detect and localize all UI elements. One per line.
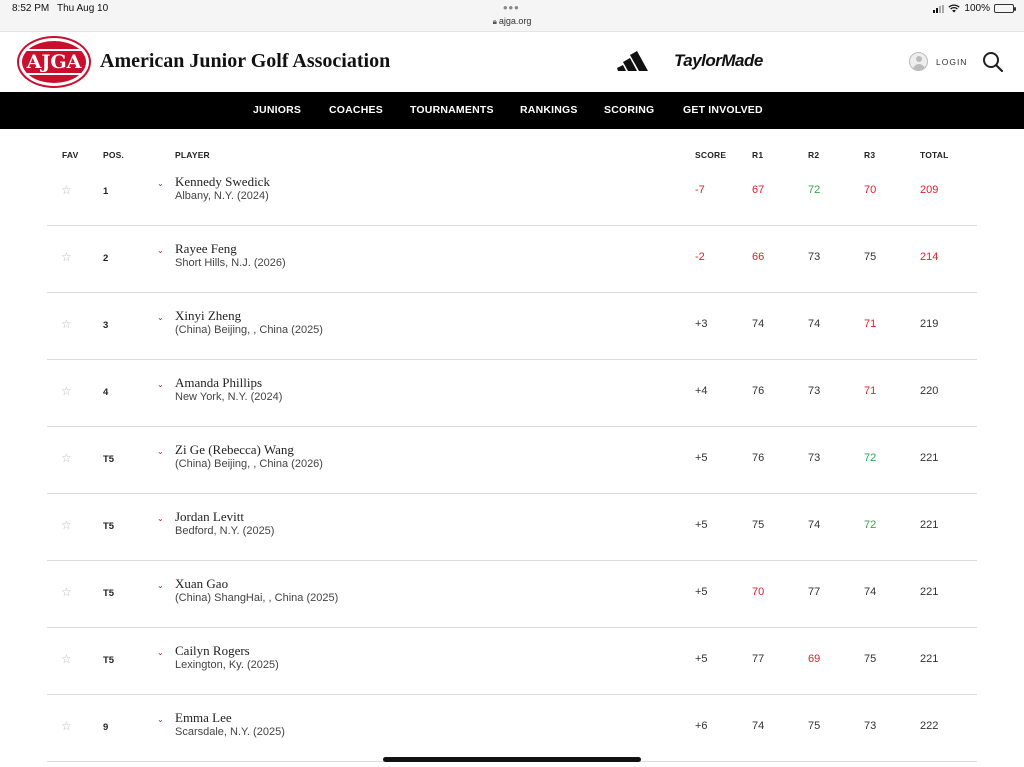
expand-chevron-icon[interactable]: ⌄ [157, 313, 164, 322]
favorite-star-icon[interactable]: ☆ [61, 451, 72, 465]
table-row[interactable] [47, 628, 977, 695]
cell-total: 222 [920, 720, 939, 732]
col-header-total[interactable]: TOTAL [920, 150, 949, 160]
favorite-star-icon[interactable]: ☆ [61, 719, 72, 733]
table-row[interactable] [47, 293, 977, 360]
nav-juniors[interactable]: JUNIORS [253, 104, 302, 116]
expand-chevron-icon[interactable]: ⌄ [157, 246, 164, 255]
cell-r3: 75 [864, 653, 877, 665]
cell-r3: 73 [864, 720, 877, 732]
logo-text: AJGA [26, 51, 82, 73]
player-position: T5 [103, 655, 115, 666]
cell-total: 214 [920, 251, 939, 263]
player-position: T5 [103, 454, 115, 465]
expand-chevron-icon[interactable]: ⌄ [157, 648, 164, 657]
player-name[interactable]: Cailyn Rogers [175, 643, 250, 658]
favorite-star-icon[interactable]: ☆ [61, 250, 72, 264]
player-location: Lexington, Ky. (2025) [175, 659, 279, 671]
cell-score: -7 [695, 184, 705, 196]
favorite-star-icon[interactable]: ☆ [61, 518, 72, 532]
cell-r3: 71 [864, 318, 877, 330]
cell-score: +5 [695, 519, 708, 531]
player-name[interactable]: Jordan Levitt [175, 509, 244, 524]
cell-r1: 76 [752, 385, 765, 397]
player-position: 9 [103, 722, 109, 733]
main-nav [0, 92, 1024, 129]
player-location: Scarsdale, N.Y. (2025) [175, 726, 285, 738]
site-header [0, 32, 1024, 92]
cell-r2: 72 [808, 184, 821, 196]
expand-chevron-icon[interactable]: ⌄ [157, 179, 164, 188]
nav-rankings[interactable]: RANKINGS [520, 104, 578, 116]
favorite-star-icon[interactable]: ☆ [61, 585, 72, 599]
favorite-star-icon[interactable]: ☆ [61, 384, 72, 398]
player-position: T5 [103, 588, 115, 599]
cell-total: 219 [920, 318, 939, 330]
cell-r1: 67 [752, 184, 765, 196]
expand-chevron-icon[interactable]: ⌄ [157, 447, 164, 456]
favorite-star-icon[interactable]: ☆ [61, 652, 72, 666]
player-name[interactable]: Kennedy Swedick [175, 174, 270, 189]
cell-r3: 72 [864, 452, 877, 464]
player-name[interactable]: Amanda Phillips [175, 375, 263, 390]
cell-r3: 74 [864, 586, 877, 598]
expand-chevron-icon[interactable]: ⌄ [157, 715, 164, 724]
status-date: Thu Aug 10 [57, 3, 109, 14]
cell-r3: 70 [864, 184, 877, 196]
favorite-star-icon[interactable]: ☆ [61, 317, 72, 331]
cell-score: +3 [695, 318, 708, 330]
col-header-r3[interactable]: R3 [864, 150, 876, 160]
cell-r1: 76 [752, 452, 765, 464]
col-header-r1[interactable]: R1 [752, 150, 764, 160]
address-bar[interactable] [0, 16, 1024, 27]
battery-percent: 100% [964, 3, 990, 14]
cell-total: 220 [920, 385, 939, 397]
cell-score: +5 [695, 452, 708, 464]
cell-r2: 69 [808, 653, 821, 665]
cell-r2: 73 [808, 385, 821, 397]
battery-icon [994, 4, 1014, 13]
col-header-r2[interactable]: R2 [808, 150, 820, 160]
player-position: T5 [103, 521, 115, 532]
cell-r2: 74 [808, 519, 821, 531]
table-row[interactable] [47, 561, 977, 628]
cellular-signal-icon [933, 5, 944, 13]
user-avatar-icon[interactable] [909, 52, 928, 71]
player-location: (China) ShangHai, , China (2025) [175, 592, 339, 604]
cell-r1: 75 [752, 519, 765, 531]
player-position: 3 [103, 320, 109, 331]
url-text: ajga.org [498, 16, 532, 26]
player-location: New York, N.Y. (2024) [175, 391, 283, 403]
cell-r3: 71 [864, 385, 877, 397]
table-row[interactable] [47, 494, 977, 561]
col-header-player[interactable]: PLAYER [175, 150, 210, 160]
cell-total: 209 [920, 184, 939, 196]
col-header-fav: FAV [62, 150, 79, 160]
player-location: Albany, N.Y. (2024) [175, 190, 269, 202]
status-bar [0, 0, 1024, 32]
player-position: 1 [103, 186, 109, 197]
player-name[interactable]: Rayee Feng [175, 241, 237, 256]
status-time: 8:52 PM [12, 3, 50, 14]
table-row[interactable] [47, 695, 977, 762]
cell-total: 221 [920, 452, 939, 464]
cell-r2: 77 [808, 586, 821, 598]
player-name[interactable]: Zi Ge (Rebecca) Wang [175, 442, 294, 457]
cell-r3: 72 [864, 519, 877, 531]
expand-chevron-icon[interactable]: ⌄ [157, 380, 164, 389]
login-link[interactable]: LOGIN [936, 57, 968, 67]
table-row[interactable] [47, 360, 977, 427]
player-name[interactable]: Emma Lee [175, 710, 232, 725]
cell-total: 221 [920, 653, 939, 665]
favorite-star-icon[interactable]: ☆ [61, 183, 72, 197]
player-location: Bedford, N.Y. (2025) [175, 525, 275, 537]
cell-total: 221 [920, 519, 939, 531]
cell-r1: 66 [752, 251, 765, 263]
cell-score: +6 [695, 720, 708, 732]
player-location: (China) Beijing, , China (2026) [175, 458, 323, 470]
player-position: 4 [103, 387, 109, 398]
cell-r2: 73 [808, 452, 821, 464]
expand-chevron-icon[interactable]: ⌄ [157, 581, 164, 590]
cell-r1: 74 [752, 720, 765, 732]
expand-chevron-icon[interactable]: ⌄ [157, 514, 164, 523]
cell-score: +5 [695, 653, 708, 665]
cell-total: 221 [920, 586, 939, 598]
status-indicators [933, 3, 1014, 14]
wifi-icon [948, 4, 960, 13]
adidas-logo-icon[interactable] [617, 49, 653, 71]
cell-r3: 75 [864, 251, 877, 263]
nav-coaches[interactable]: COACHES [329, 104, 383, 116]
cell-r1: 77 [752, 653, 765, 665]
taylormade-logo[interactable]: TaylorMade [674, 51, 763, 70]
ajga-logo[interactable] [19, 38, 89, 86]
site-title[interactable]: American Junior Golf Association [100, 50, 391, 72]
nav-tournaments[interactable]: TOURNAMENTS [410, 104, 494, 116]
nav-get-involved[interactable]: GET INVOLVED [683, 104, 763, 116]
table-row[interactable] [47, 427, 977, 494]
player-position: 2 [103, 253, 109, 264]
home-indicator [383, 757, 641, 762]
cell-r1: 70 [752, 586, 765, 598]
cell-r1: 74 [752, 318, 765, 330]
nav-scoring[interactable]: SCORING [604, 104, 655, 116]
col-header-pos[interactable]: POS. [103, 150, 125, 160]
cell-score: +4 [695, 385, 708, 397]
player-name[interactable]: Xuan Gao [175, 576, 229, 591]
cell-r2: 75 [808, 720, 821, 732]
col-header-score[interactable]: SCORE [695, 150, 727, 160]
cell-score: -2 [695, 251, 705, 263]
player-location: Short Hills, N.J. (2026) [175, 257, 286, 269]
lock-icon: 🔒︎ [492, 17, 497, 26]
player-name[interactable]: Xinyi Zheng [175, 308, 242, 323]
search-icon[interactable] [982, 51, 1004, 73]
table-row[interactable] [47, 159, 977, 226]
cell-score: +5 [695, 586, 708, 598]
cell-r2: 74 [808, 318, 821, 330]
table-row[interactable] [47, 226, 977, 293]
more-dots-icon[interactable]: ••• [503, 0, 520, 15]
cell-r2: 73 [808, 251, 821, 263]
player-location: (China) Beijing, , China (2025) [175, 324, 323, 336]
